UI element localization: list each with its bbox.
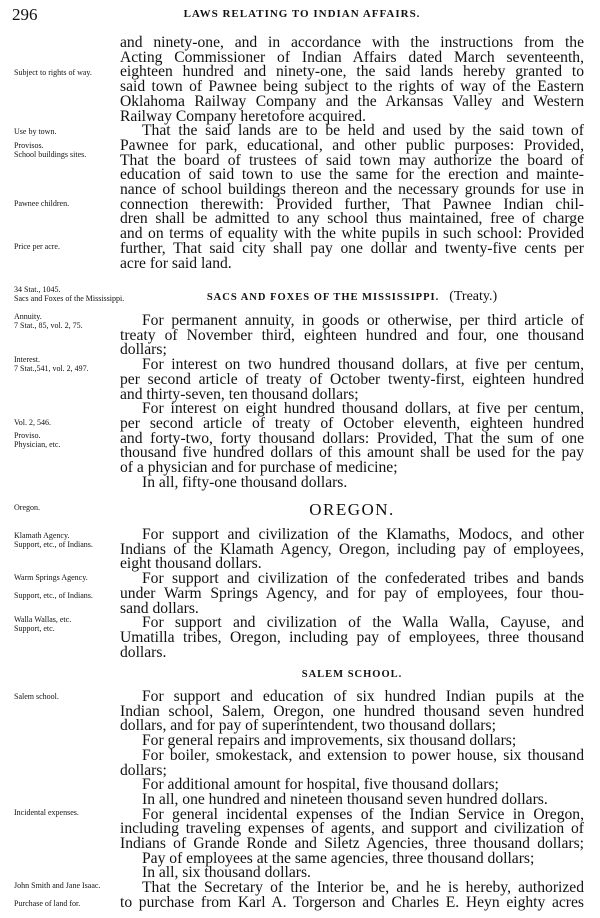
page-header [12, 5, 592, 27]
text-line: For general incidental expenses of the Indian Service in Oregon, [142, 805, 584, 823]
text-line: including traveling expenses of agents, and support and civilization of [120, 820, 584, 838]
margin-note: Klamath Agency. [14, 531, 70, 540]
section-heading-salem [120, 664, 584, 682]
text-line: For support and civilization of the Klamaths, Modocs, and other [142, 526, 584, 543]
heading-title: OREGON. [309, 500, 395, 519]
margin-note: Vol. 2, 546. [14, 418, 51, 427]
margin-note: Oregon. [14, 503, 40, 512]
text-line: of a physician and for purchase of medicine; [120, 459, 398, 477]
margin-note: Subject to rights of way. [14, 68, 92, 77]
heading-title: SACS AND FOXES OF THE MISSISSIPPI. [206, 292, 440, 303]
margin-note: Physician, etc. [14, 440, 61, 449]
text-line: In all, fifty-one thousand dollars. [142, 473, 348, 491]
text-line: In all, six thousand dollars. [142, 864, 311, 882]
text-line: and forty-two, forty thousand dollars: Provided, That the sum of one [120, 429, 584, 447]
margin-note: Salem school. [14, 692, 59, 701]
text-line: In all, one hundred and nineteen thousand seven hundred dollars. [142, 790, 548, 808]
text-line: Indians of the Klamath Agency, Oregon, including pay of employees, [120, 540, 584, 558]
margin-note: Support, etc., of Indians. [14, 540, 93, 549]
margin-note: Proviso. [14, 431, 41, 440]
text-block-oregon [120, 528, 584, 660]
margin-note: Incidental expenses. [14, 808, 79, 817]
text-line: treaty of November third, eighteen hundred and four, one thousand [120, 326, 584, 344]
heading-note: (Treaty.) [449, 289, 498, 304]
margin-note: Price per acre. [14, 242, 60, 251]
text-line: per second article of treaty of October eleventh, eighteen hundred [120, 414, 584, 432]
text-line: dren shall be admitted to any school thus maintained, free of charge [120, 210, 584, 228]
text-line: For permanent annuity, in goods or otherwise, per third article of [142, 312, 584, 329]
text-line: per second article of treaty of October twenty-first, eighteen hundred [120, 370, 584, 388]
margin-note: 7 Stat.,541, vol. 2, 497. [14, 364, 89, 373]
text-line: Pawnee for park, educational, and other public purposes: Provided, [120, 136, 584, 154]
text-line: For support and civilization of the Walla Walla, Cayuse, and [142, 614, 584, 632]
text-line: dollars; [120, 341, 167, 359]
margin-note: Warm Springs Agency. [14, 573, 88, 582]
margin-note: 34 Stat., 1045. [14, 285, 61, 294]
text-line: nance of school buildings thereon and the necessary grounds for use in [120, 181, 584, 199]
text-line: dollars. [120, 643, 167, 661]
text-line: Indian school, Salem, Oregon, one hundred thousand seven hundred [120, 702, 584, 720]
text-line: eighteen hundred and ninety-one, the said lands hereby granted to [120, 63, 584, 81]
text-line: For additional amount for hospital, five thousand dollars; [142, 776, 499, 794]
running-title: LAWS RELATING TO INDIAN AFFAIRS. [183, 8, 421, 20]
text-line: For interest on two hundred thousand dollars, at five per centum, [142, 356, 584, 374]
text-line: Railway Company heretofore acquired. [120, 107, 366, 125]
text-line: That the Secretary of the Interior be, and he is hereby, authorized [142, 879, 584, 897]
text-line: Indians of Grande Ronde and Siletz Agencies, three thousand dollars; [120, 835, 584, 853]
text-line: sand dollars. [120, 599, 199, 617]
text-line: For general repairs and improvements, six thousand dollars; [142, 732, 517, 750]
margin-note: School buildings sites. [14, 150, 87, 159]
text-line: further, That said city shall pay one dollar and twenty-five cents per [120, 239, 584, 257]
text-block-pawnee [120, 36, 584, 271]
text-line: eight thousand dollars. [120, 555, 262, 573]
margin-note: Provisos. [14, 141, 44, 150]
margin-note: Pawnee children. [14, 199, 70, 208]
text-line: Oklahoma Railway Company and the Arkansas Valley and Western [120, 92, 584, 110]
text-line: That the board of trustees of said town may authorize the board of [120, 151, 584, 169]
margin-note: Sacs and Foxes of the Mississippi. [14, 294, 125, 303]
margin-note: Annuity. [14, 312, 42, 321]
text-line: Acting Commissioner of Indian Affairs dated March seventeenth, [120, 48, 584, 66]
text-block-salem [120, 690, 584, 911]
text-line: and thirty-seven, ten thousand dollars; [120, 385, 359, 403]
section-heading-sacs [120, 287, 584, 305]
text-line: acre for said land. [120, 254, 232, 272]
text-line: under Warm Springs Agency, and for pay of employees, four thou- [120, 584, 584, 602]
page-number: 296 [12, 5, 38, 24]
section-heading-oregon [120, 500, 584, 520]
text-line: dollars; [120, 761, 167, 779]
margin-note: John Smith and Jane Isaac. [14, 881, 101, 890]
text-line: and ninety-one, and in accordance with the instructions from the [120, 34, 584, 51]
margin-note: Purchase of land for. [14, 899, 81, 908]
margin-note: Walla Wallas, etc. [14, 615, 72, 624]
text-line: to purchase from Karl A. Torgerson and Charles E. Heyn eighty acres [120, 893, 584, 911]
text-line: Umatilla tribes, Oregon, including pay of employees, three thousand [120, 628, 584, 646]
text-line: education of said town to use the same for the erection and mainte- [120, 166, 584, 184]
heading-title: SALEM SCHOOL. [301, 669, 403, 680]
margin-note: 7 Stat., 85, vol. 2, 75. [14, 321, 83, 330]
text-line: connection therewith: Provided further, That Pawnee Indian chil- [120, 195, 584, 213]
margin-note: Use by town. [14, 127, 57, 136]
text-line: thousand five hundred dollars of this amount shall be used for the pay [120, 444, 584, 462]
text-line: For boiler, smokestack, and extension to power house, six thousand [142, 746, 584, 764]
text-line: For support and civilization of the confederated tribes and bands [142, 570, 584, 588]
text-line: dollars, and for pay of superintendent, two thousand dollars; [120, 717, 496, 735]
text-line: and on terms of equality with the white pupils in such school: Provided [120, 225, 584, 243]
margin-note: Support, etc., of Indians. [14, 591, 93, 600]
text-block-sacs [120, 314, 584, 490]
text-line: For support and education of six hundred Indian pupils at the [142, 688, 584, 705]
margin-note: Support, etc. [14, 624, 55, 633]
text-line: said town of Pawnee being subject to the rights of way of the Eastern [120, 78, 584, 96]
margin-note: Interest. [14, 355, 40, 364]
text-line: For interest on eight hundred thousand dollars, at five per centum, [142, 400, 584, 418]
text-line: Pay of employees at the same agencies, three thousand dollars; [142, 849, 535, 867]
text-line: That the said lands are to be held and used by the said town of [142, 122, 584, 140]
